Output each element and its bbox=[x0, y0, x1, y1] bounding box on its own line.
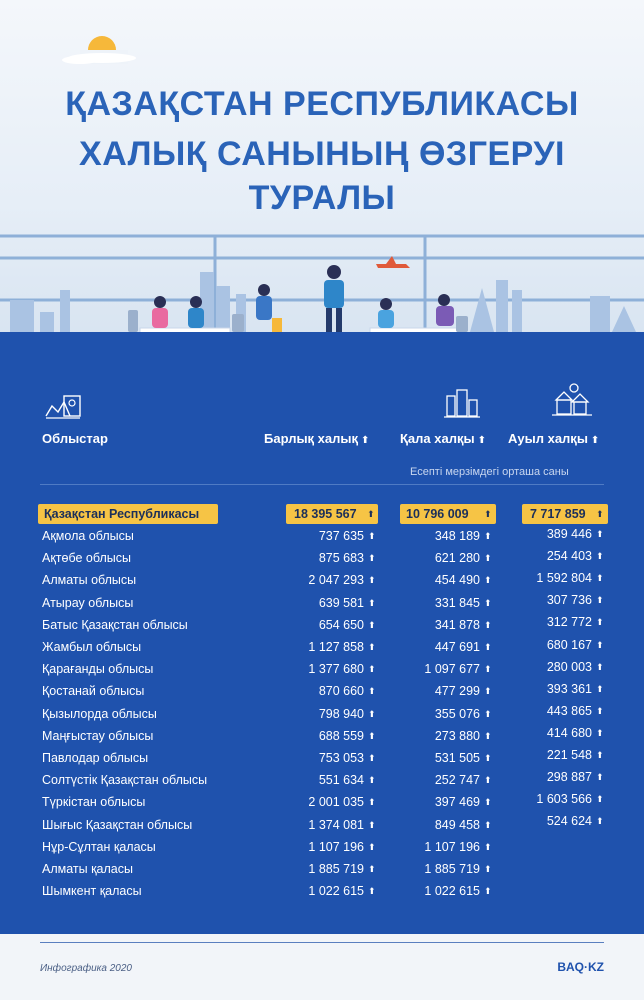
highlight-total: 18 395 567 bbox=[294, 507, 357, 521]
total-value: 2 047 293 bbox=[308, 573, 364, 588]
total-value: 639 581 bbox=[318, 595, 364, 610]
urban-value: 252 747 bbox=[434, 773, 480, 788]
arrow-up-icon: ⬆ bbox=[596, 529, 604, 539]
window-frame bbox=[0, 236, 644, 332]
footer-divider bbox=[40, 942, 604, 943]
arrow-up-icon: ⬆ bbox=[596, 595, 604, 606]
arrow-up-icon: ⬆ bbox=[484, 864, 492, 874]
arrow-up-icon: ⬆ bbox=[368, 597, 376, 608]
sun-icon bbox=[62, 36, 136, 64]
arrow-up-icon: ⬆ bbox=[596, 509, 604, 519]
region-name: Алматы облысы bbox=[42, 573, 137, 588]
arrow-up-icon: ⬆ bbox=[484, 509, 492, 519]
arrow-up-icon: ⬆ bbox=[484, 730, 492, 741]
rural-value: 414 680 bbox=[546, 725, 592, 740]
footer-caption: Инфографика 2020 bbox=[40, 963, 132, 974]
rural-value: 680 167 bbox=[546, 637, 592, 652]
total-value: 1 374 081 bbox=[308, 817, 364, 832]
arrow-up-icon: ⬆ bbox=[596, 816, 604, 827]
region-name: Алматы қаласы bbox=[42, 862, 133, 876]
urban-value: 348 189 bbox=[434, 529, 480, 543]
urban-value: 1 097 677 bbox=[424, 662, 480, 677]
arrow-up-icon: ⬆ bbox=[368, 819, 376, 830]
arrow-up-icon: ⬆ bbox=[590, 435, 600, 446]
rural-value: 221 548 bbox=[546, 748, 592, 762]
arrow-up-icon: ⬆ bbox=[368, 775, 376, 786]
urban-value: 273 880 bbox=[434, 728, 480, 743]
table-row bbox=[0, 859, 644, 881]
total-value: 870 660 bbox=[318, 684, 364, 699]
total-value: 1 885 719 bbox=[308, 862, 364, 876]
total-value: 654 650 bbox=[318, 617, 364, 632]
arrow-up-icon: ⬆ bbox=[368, 753, 376, 763]
arrow-up-icon: ⬆ bbox=[484, 819, 492, 830]
table-row bbox=[0, 837, 644, 859]
arrow-up-icon: ⬆ bbox=[484, 553, 492, 564]
arrow-up-icon: ⬆ bbox=[484, 664, 492, 675]
urban-value: 454 490 bbox=[434, 573, 480, 588]
region-name: Шымкент қаласы bbox=[42, 884, 142, 899]
brand-logo: BAQ·KZ bbox=[557, 960, 604, 974]
total-value: 737 635 bbox=[318, 529, 364, 543]
arrow-up-icon: ⬆ bbox=[596, 573, 604, 584]
arrow-up-icon: ⬆ bbox=[484, 841, 492, 852]
arrow-up-icon: ⬆ bbox=[368, 664, 376, 675]
arrow-up-icon: ⬆ bbox=[484, 531, 492, 541]
arrow-up-icon: ⬆ bbox=[367, 509, 375, 519]
arrow-up-icon: ⬆ bbox=[368, 886, 376, 897]
region-name: Солтүстік Қазақстан облысы bbox=[42, 773, 208, 788]
total-value: 2 001 035 bbox=[308, 795, 364, 810]
arrow-up-icon: ⬆ bbox=[596, 551, 604, 562]
arrow-up-icon: ⬆ bbox=[368, 841, 376, 852]
arrow-up-icon: ⬆ bbox=[368, 619, 376, 630]
total-value: 688 559 bbox=[318, 728, 364, 743]
urban-value: 331 845 bbox=[434, 595, 480, 610]
arrow-up-icon: ⬆ bbox=[368, 575, 376, 586]
region-name: Батыс Қазақстан облысы bbox=[42, 617, 188, 632]
region-name: Жамбыл облысы bbox=[42, 640, 142, 654]
village-icon bbox=[552, 382, 592, 418]
region-name: Қызылорда облысы bbox=[42, 706, 157, 721]
title-line-1: ҚАЗАҚСТАН РЕСПУБЛИКАСЫ bbox=[65, 85, 579, 123]
total-value: 875 683 bbox=[318, 551, 364, 566]
highlight-rural: 7 717 859 bbox=[530, 507, 586, 521]
divider bbox=[40, 484, 604, 485]
arrow-up-icon: ⬆ bbox=[368, 553, 376, 564]
region-name: Қарағанды облысы bbox=[42, 662, 154, 677]
title-line-3: ТУРАЛЫ bbox=[248, 179, 396, 217]
arrow-up-icon: ⬆ bbox=[484, 886, 492, 897]
total-value: 1 377 680 bbox=[308, 662, 364, 677]
rural-value: 298 887 bbox=[546, 770, 592, 785]
rural-value: 280 003 bbox=[546, 659, 592, 674]
arrow-up-icon: ⬆ bbox=[368, 708, 376, 719]
column-header-regions: Облыстар bbox=[42, 431, 108, 446]
arrow-up-icon: ⬆ bbox=[368, 531, 376, 541]
urban-value: 531 505 bbox=[434, 751, 480, 765]
total-value: 1 107 196 bbox=[308, 839, 364, 854]
urban-value: 621 280 bbox=[434, 551, 480, 566]
urban-value: 1 107 196 bbox=[424, 839, 480, 854]
city-buildings-icon bbox=[444, 386, 480, 418]
region-name: Павлодар облысы bbox=[42, 751, 149, 765]
region-name: Ақтөбе облысы bbox=[42, 551, 131, 566]
table-row bbox=[0, 881, 644, 903]
arrow-up-icon: ⬆ bbox=[484, 708, 492, 719]
region-name: Шығыс Қазақстан облысы bbox=[42, 817, 193, 832]
rural-value: 443 865 bbox=[546, 703, 592, 718]
arrow-up-icon: ⬆ bbox=[484, 642, 492, 652]
arrow-up-icon: ⬆ bbox=[368, 797, 376, 808]
arrow-up-icon: ⬆ bbox=[484, 797, 492, 808]
arrow-up-icon: ⬆ bbox=[477, 435, 486, 446]
column-header-urban: Қала халқы ⬆ bbox=[400, 431, 486, 446]
region-name: Түркістан облысы bbox=[42, 795, 146, 810]
arrow-up-icon: ⬆ bbox=[484, 597, 492, 608]
urban-value: 447 691 bbox=[434, 640, 480, 654]
urban-value: 1 022 615 bbox=[424, 884, 480, 899]
urban-value: 1 885 719 bbox=[424, 862, 480, 876]
total-value: 753 053 bbox=[318, 751, 364, 765]
rural-value: 389 446 bbox=[546, 527, 592, 541]
map-icon bbox=[44, 392, 82, 420]
rural-value: 254 403 bbox=[546, 549, 592, 564]
arrow-up-icon: ⬆ bbox=[368, 864, 376, 874]
rural-value: 393 361 bbox=[546, 681, 592, 696]
urban-value: 341 878 bbox=[434, 617, 480, 632]
arrow-up-icon: ⬆ bbox=[596, 617, 604, 628]
arrow-up-icon: ⬆ bbox=[596, 683, 604, 694]
total-value: 551 634 bbox=[318, 773, 364, 788]
arrow-up-icon: ⬆ bbox=[484, 619, 492, 630]
rural-value: 312 772 bbox=[546, 615, 592, 630]
column-header-rural: Ауыл халқы ⬆ bbox=[508, 431, 600, 446]
arrow-up-icon: ⬆ bbox=[368, 686, 376, 697]
rural-value: 524 624 bbox=[546, 814, 592, 829]
total-value: 1 127 858 bbox=[308, 640, 364, 654]
urban-value: 477 299 bbox=[434, 684, 480, 699]
region-name: Атырау облысы bbox=[42, 595, 134, 610]
city-skyline bbox=[10, 272, 636, 332]
highlight-urban: 10 796 009 bbox=[406, 507, 469, 521]
region-name: Маңғыстау облысы bbox=[42, 728, 154, 743]
arrow-up-icon: ⬆ bbox=[484, 575, 492, 586]
arrow-up-icon: ⬆ bbox=[596, 661, 604, 672]
arrow-up-icon: ⬆ bbox=[484, 775, 492, 786]
arrow-up-icon: ⬆ bbox=[368, 730, 376, 741]
region-name: Қостанай облысы bbox=[42, 684, 145, 699]
region-name: Ақмола облысы bbox=[42, 529, 134, 543]
rural-value: 1 603 566 bbox=[536, 792, 592, 807]
rural-value: 307 736 bbox=[546, 593, 592, 608]
title-line-2: ХАЛЫҚ САНЫНЫҢ ӨЗГЕРУІ bbox=[79, 135, 565, 173]
arrow-up-icon: ⬆ bbox=[596, 750, 604, 760]
urban-value: 849 458 bbox=[434, 817, 480, 832]
region-name: Нұр-Сұлтан қаласы bbox=[42, 839, 156, 854]
arrow-up-icon: ⬆ bbox=[596, 705, 604, 716]
arrow-up-icon: ⬆ bbox=[361, 435, 370, 446]
urban-value: 397 469 bbox=[434, 795, 480, 810]
urban-value: 355 076 bbox=[434, 706, 480, 721]
arrow-up-icon: ⬆ bbox=[596, 794, 604, 805]
average-note: Есепті мерзімдегі орташа саны bbox=[410, 466, 569, 478]
column-header-total: Барлық халық ⬆ bbox=[264, 431, 370, 446]
arrow-up-icon: ⬆ bbox=[484, 686, 492, 697]
arrow-up-icon: ⬆ bbox=[596, 727, 604, 738]
arrow-up-icon: ⬆ bbox=[484, 753, 492, 763]
highlight-name: Қазақстан Республикасы bbox=[44, 507, 200, 521]
rural-value: 1 592 804 bbox=[536, 571, 592, 586]
total-value: 798 940 bbox=[318, 706, 364, 721]
arrow-up-icon: ⬆ bbox=[368, 642, 376, 652]
total-value: 1 022 615 bbox=[308, 884, 364, 899]
arrow-up-icon: ⬆ bbox=[596, 772, 604, 783]
arrow-up-icon: ⬆ bbox=[596, 639, 604, 650]
hero-illustration bbox=[0, 0, 644, 340]
